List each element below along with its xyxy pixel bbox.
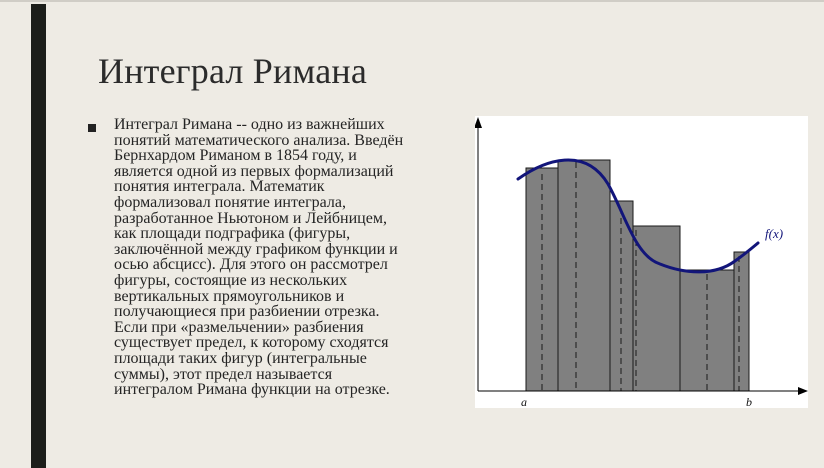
riemann-bars [526,160,749,391]
label-a: a [521,395,527,408]
bullet-marker [88,124,96,132]
riemann-bar-2 [558,160,610,391]
y-axis-arrow [475,117,482,128]
riemann-sum-figure [475,116,808,408]
riemann-bar-4 [633,226,680,391]
slide-body-text: Интеграл Римана -- одно из важнейших понятий математического анализа. Введён Бернхардом Риманом в 1854 году, и является одной из первых формализаций понятия интеграла. Математик формализовал понятие интеграла, разработанное Ньютоном и Лейбницем, как площади подграфика (фигуры, заключённой между графиком функции и осью абсцисс). Для этого он рассмотрел фигуры, состоящие из нескольких вертикальных прямоугольников и получающиеся при разбиении отрезка. Если при «размельчении» разбиения существует предел, к которому сходятся площади таких фигур (интегральные суммы), этот предел называется интегралом Римана функции на отрезке. [114,116,404,399]
label-b: b [746,395,752,408]
label-fx: f(x) [765,226,784,241]
x-axis-arrow [798,387,808,395]
slide-title: Интеграл Римана [98,51,368,91]
riemann-bar-6 [734,252,749,391]
riemann-sum-svg [475,116,808,408]
top-rule [0,0,824,2]
accent-bar [31,4,46,468]
